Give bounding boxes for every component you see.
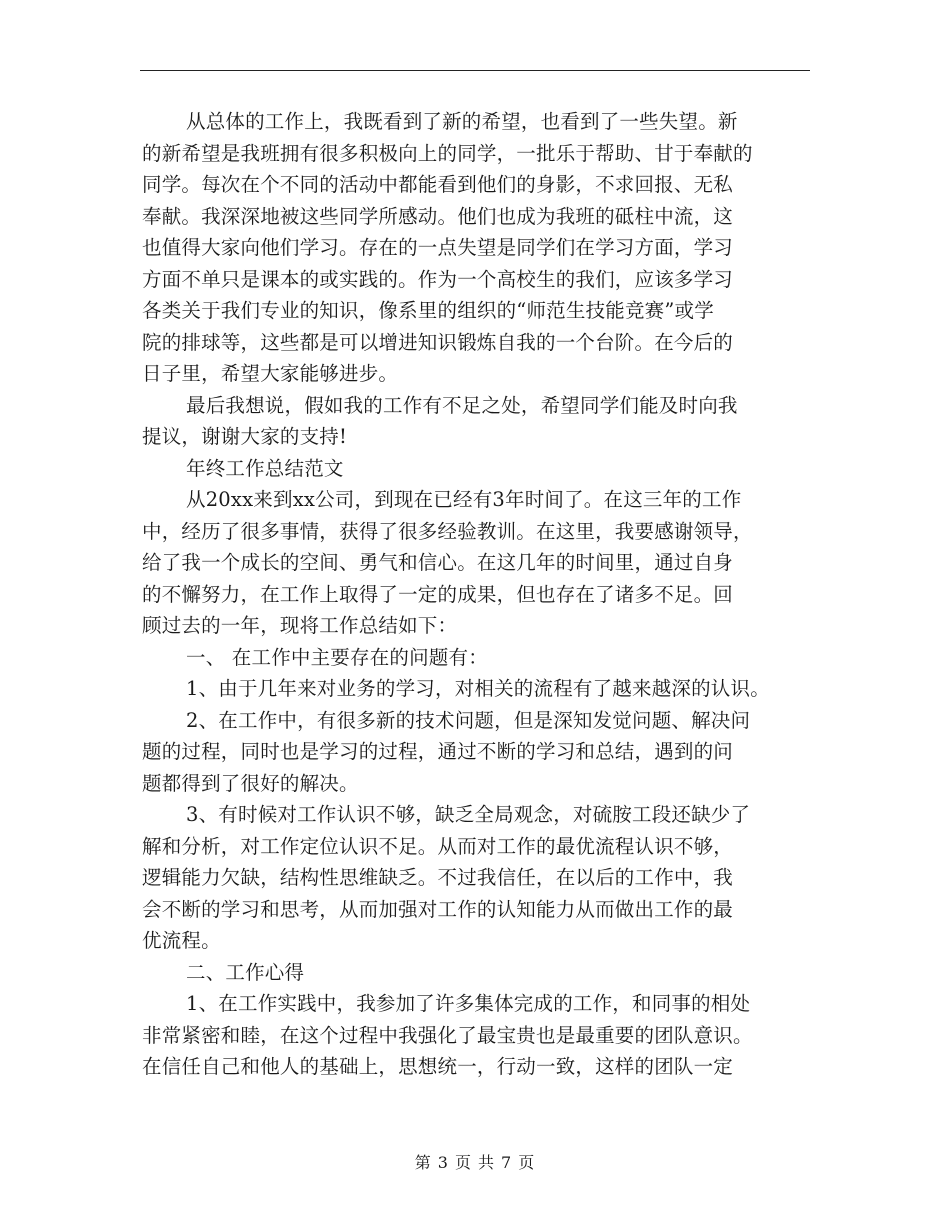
page-footer: [0, 1150, 950, 1173]
paragraph-line: 从总体的工作上，我既看到了新的希望，也看到了一些失望。新: [186, 110, 738, 133]
section-title: 年终工作总结范文: [186, 456, 344, 480]
paragraph-line: 中，经历了很多事情，获得了很多经验教训。在这里，我要感谢领导，: [142, 519, 753, 543]
paragraph-line: 奉献。我深深地被这些同学所感动。他们也成为我班的砥柱中流，这: [142, 204, 734, 228]
list-item: 2、在工作中，有很多新的技术问题，但是深知发觉问题、解决问: [186, 708, 751, 732]
paragraph-line: 方面不单只是课本的或实践的。作为一个高校生的我们，应该多学习: [142, 267, 734, 291]
paragraph-line: 的不懈努力，在工作上取得了一定的成果，但也存在了诸多不足。回: [142, 582, 734, 606]
paragraph-line: 的新希望是我班拥有很多积极向上的同学，一批乐于帮助、甘于奉献的: [142, 141, 753, 165]
paragraph-line: 在信任自己和他人的基础上，思想统一，行动一致，这样的团队一定: [142, 1055, 734, 1078]
paragraph-line: 题的过程，同时也是学习的过程，通过不断的学习和总结，遇到的问: [142, 740, 734, 763]
paragraph-line: 从20xx来到xx公司，到现在已经有3年时间了。在这三年的工作: [186, 488, 742, 511]
footer-current-page: 3: [437, 1153, 449, 1172]
paragraph-line: 各类关于我们专业的知识，像系里的组织的“师范生技能竞赛”或学: [142, 299, 714, 322]
paragraph-line: 同学。每次在个不同的活动中都能看到他们的身影，不求回报、无私: [142, 173, 734, 196]
paragraph-line: 日子里，希望大家能够进步。: [142, 362, 399, 385]
paragraph-line: 题都得到了很好的解决。: [142, 771, 359, 795]
list-heading: 二、工作心得: [186, 960, 305, 984]
footer-suffix: 页: [518, 1153, 536, 1172]
list-item: 1、由于几年来对业务的学习，对相关的流程有了越来越深的认识。: [186, 677, 770, 700]
paragraph-line: 逻辑能力欠缺，结构性思维缺乏。不过我信任，在以后的工作中，我: [142, 866, 734, 889]
paragraph-line: 最后我想说，假如我的工作有不足之处，希望同学们能及时向我: [186, 393, 738, 417]
footer-total-word: 共: [478, 1153, 496, 1172]
header-rule: [140, 70, 810, 71]
paragraph-line: 优流程。: [142, 929, 221, 952]
paragraph-line: 顾过去的一年，现将工作总结如下：: [142, 614, 458, 637]
paragraph-line: 会不断的学习和思考，从而加强对工作的认知能力从而做出工作的最: [142, 897, 734, 921]
footer-total-pages: 7: [501, 1153, 513, 1172]
body-text: [142, 106, 812, 1083]
list-heading: 一、 在工作中主要存在的问题有：: [186, 645, 488, 669]
list-item: 3、有时候对工作认识不够，缺乏全局观念，对硫胺工段还缺少了: [186, 803, 751, 826]
paragraph-line: 非常紧密和睦，在这个过程中我强化了最宝贵也是最重要的团队意识。: [142, 1023, 753, 1047]
paragraph-line: 院的排球等，这些都是可以增进知识锻炼自我的一个台阶。在今后的: [142, 330, 734, 354]
list-item: 1、在工作实践中，我参加了许多集体完成的工作，和同事的相处: [186, 992, 751, 1015]
paragraph-line: 给了我一个成长的空间、勇气和信心。在这几年的时间里，通过自身: [142, 551, 734, 574]
paragraph-line: 也值得大家向他们学习。存在的一点失望是同学们在学习方面，学习: [142, 236, 734, 259]
footer-page-word: 页: [454, 1153, 472, 1172]
paragraph-line: 提议，谢谢大家的支持!: [142, 425, 348, 448]
footer-prefix: 第: [414, 1153, 432, 1172]
paragraph-line: 解和分析，对工作定位认识不足。从而对工作的最优流程认识不够，: [142, 834, 734, 858]
